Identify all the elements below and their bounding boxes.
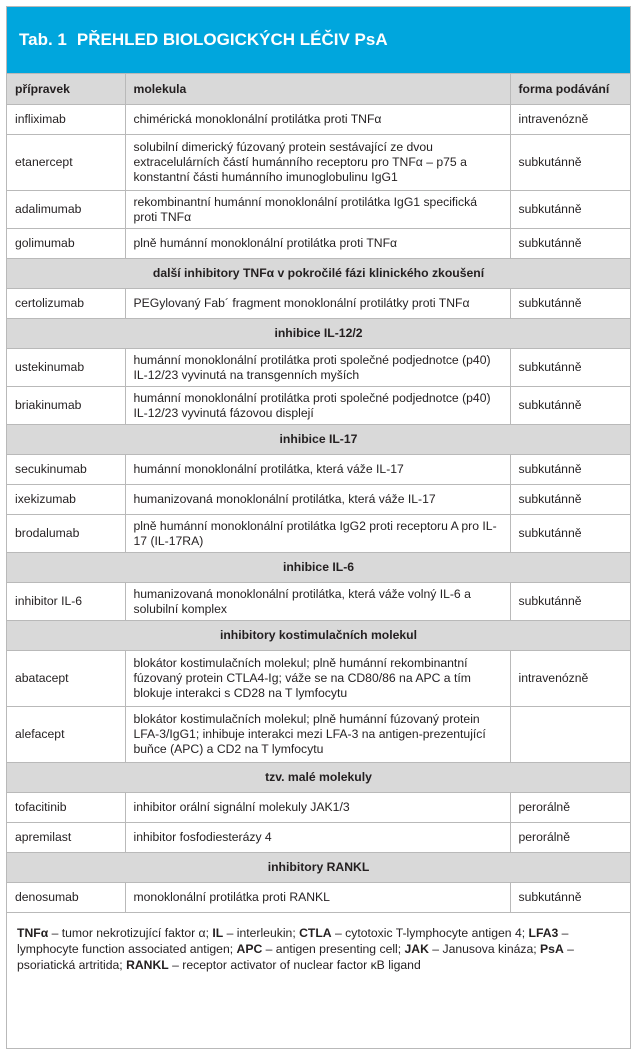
table-row bbox=[7, 349, 630, 387]
table-row bbox=[7, 289, 630, 319]
route-cell bbox=[510, 707, 630, 763]
table-title-bar bbox=[7, 7, 630, 73]
table-frame bbox=[6, 6, 631, 1049]
drug-name-cell: alefacept bbox=[7, 707, 125, 763]
table-row bbox=[7, 485, 630, 515]
abbreviation-definition: – psoriatická artritida; bbox=[17, 942, 574, 972]
section-title: inhibice IL-6 bbox=[7, 553, 630, 583]
molecule-cell: chimérická monoklonální protilátka proti TNFα bbox=[125, 105, 510, 135]
abbreviation-term: APC bbox=[236, 942, 263, 956]
section-row bbox=[7, 763, 630, 793]
route-cell: subkutánně bbox=[510, 289, 630, 319]
section-row bbox=[7, 621, 630, 651]
abbreviation-definition: – interleukin; bbox=[223, 926, 300, 940]
section-title: inhibice IL-12/2 bbox=[7, 319, 630, 349]
table-row bbox=[7, 229, 630, 259]
molecule-cell: humánní monoklonální protilátka proti společné podjednotce (p40) IL-12/23 vyvinutá na transgenních myších bbox=[125, 349, 510, 387]
drug-name-cell: adalimumab bbox=[7, 191, 125, 229]
route-cell: subkutánně bbox=[510, 883, 630, 913]
drug-name-cell: etanercept bbox=[7, 135, 125, 191]
table-row bbox=[7, 387, 630, 425]
table-row bbox=[7, 105, 630, 135]
section-title: další inhibitory TNFα v pokročilé fázi klinického zkoušení bbox=[7, 259, 630, 289]
abbreviation-definition: – receptor activator of nuclear factor κB ligand bbox=[168, 958, 421, 972]
abbreviation-definition: – lymphocyte function associated antigen; bbox=[17, 926, 569, 956]
abbreviation-term: JAK bbox=[404, 942, 429, 956]
section-title: inhibitory kostimulačních molekul bbox=[7, 621, 630, 651]
section-row bbox=[7, 319, 630, 349]
abbreviation-term: PsA bbox=[540, 942, 564, 956]
molecule-cell: blokátor kostimulačních molekul; plně humánní fúzovaný protein LFA-3/IgG1; inhibuje interakci mezi LFA-3 na antigen-prezentující buňce (APC) a CD2 na T lymfocytu bbox=[125, 707, 510, 763]
abbreviation-definition: – tumor nekrotizující faktor α; bbox=[48, 926, 213, 940]
route-cell: subkutánně bbox=[510, 387, 630, 425]
section-title: tzv. malé molekuly bbox=[7, 763, 630, 793]
table-row bbox=[7, 191, 630, 229]
biologics-table bbox=[7, 73, 630, 913]
table-row bbox=[7, 515, 630, 553]
drug-name-cell: secukinumab bbox=[7, 455, 125, 485]
abbreviation-term: LFA3 bbox=[528, 926, 559, 940]
molecule-cell: inhibitor orální signální molekuly JAK1/3 bbox=[125, 793, 510, 823]
drug-name-cell: infliximab bbox=[7, 105, 125, 135]
section-row bbox=[7, 259, 630, 289]
abbreviations-footnote bbox=[7, 913, 630, 973]
abbreviation-term: CTLA bbox=[299, 926, 332, 940]
section-row bbox=[7, 853, 630, 883]
molecule-cell: humánní monoklonální protilátka proti společné podjednotce (p40) IL-12/23 vyvinutá fázovou displejí bbox=[125, 387, 510, 425]
molecule-cell: plně humánní monoklonální protilátka IgG2 proti receptoru A pro IL-17 (IL-17RA) bbox=[125, 515, 510, 553]
molecule-cell: solubilní dimerický fúzovaný protein sestávající ze dvou extracelulárních částí humánního receptoru pro TNFα – p75 a konstantní části humánního imunoglobulinu IgG1 bbox=[125, 135, 510, 191]
route-cell: subkutánně bbox=[510, 229, 630, 259]
molecule-cell: blokátor kostimulačních molekul; plně humánní rekombinantní fúzovaný protein CTLA4-Ig; váže se na CD80/86 na APC a tím blokuje interakci s CD28 na T lymfocytu bbox=[125, 651, 510, 707]
table-row bbox=[7, 793, 630, 823]
route-cell: subkutánně bbox=[510, 583, 630, 621]
drug-name-cell: briakinumab bbox=[7, 387, 125, 425]
table-body bbox=[7, 105, 630, 913]
molecule-cell: PEGylovaný Fab´ fragment monoklonální protilátky proti TNFα bbox=[125, 289, 510, 319]
molecule-cell: humánní monoklonální protilátka, která váže IL-17 bbox=[125, 455, 510, 485]
table-row bbox=[7, 583, 630, 621]
section-row bbox=[7, 553, 630, 583]
molecule-cell: rekombinantní humánní monoklonální protilátka IgG1 specifická proti TNFα bbox=[125, 191, 510, 229]
route-cell: intravenózně bbox=[510, 105, 630, 135]
route-cell: intravenózně bbox=[510, 651, 630, 707]
table-row bbox=[7, 651, 630, 707]
drug-name-cell: golimumab bbox=[7, 229, 125, 259]
table-row bbox=[7, 135, 630, 191]
route-cell: subkutánně bbox=[510, 135, 630, 191]
route-cell: subkutánně bbox=[510, 191, 630, 229]
drug-name-cell: tofacitinib bbox=[7, 793, 125, 823]
route-cell: subkutánně bbox=[510, 515, 630, 553]
drug-name-cell: inhibitor IL-6 bbox=[7, 583, 125, 621]
route-cell: perorálně bbox=[510, 793, 630, 823]
abbreviation-definition: – Janusova kináza; bbox=[428, 942, 541, 956]
table-number: Tab. 1 bbox=[19, 30, 67, 49]
drug-name-cell: apremilast bbox=[7, 823, 125, 853]
table-title: PŘEHLED BIOLOGICKÝCH LÉČIV PsA bbox=[76, 30, 388, 49]
abbreviation-definition: – cytotoxic T-lymphocyte antigen 4; bbox=[331, 926, 529, 940]
column-header-row bbox=[7, 74, 630, 105]
column-header-preparation: přípravek bbox=[7, 74, 125, 105]
route-cell: subkutánně bbox=[510, 349, 630, 387]
section-row bbox=[7, 425, 630, 455]
abbreviation-definition: – antigen presenting cell; bbox=[262, 942, 405, 956]
section-title: inhibitory RANKL bbox=[7, 853, 630, 883]
drug-name-cell: certolizumab bbox=[7, 289, 125, 319]
drug-name-cell: abatacept bbox=[7, 651, 125, 707]
molecule-cell: humanizovaná monoklonální protilátka, která váže IL-17 bbox=[125, 485, 510, 515]
table-row bbox=[7, 823, 630, 853]
drug-name-cell: denosumab bbox=[7, 883, 125, 913]
molecule-cell: monoklonální protilátka proti RANKL bbox=[125, 883, 510, 913]
route-cell: subkutánně bbox=[510, 485, 630, 515]
drug-name-cell: ustekinumab bbox=[7, 349, 125, 387]
table-row bbox=[7, 707, 630, 763]
route-cell: subkutánně bbox=[510, 455, 630, 485]
drug-name-cell: brodalumab bbox=[7, 515, 125, 553]
section-title: inhibice IL-17 bbox=[7, 425, 630, 455]
abbreviation-term: TNFα bbox=[17, 926, 49, 940]
table-row bbox=[7, 455, 630, 485]
molecule-cell: plně humánní monoklonální protilátka proti TNFα bbox=[125, 229, 510, 259]
column-header-route: forma podávání bbox=[510, 74, 630, 105]
molecule-cell: humanizovaná monoklonální protilátka, která váže volný IL-6 a solubilní komplex bbox=[125, 583, 510, 621]
table-row bbox=[7, 883, 630, 913]
molecule-cell: inhibitor fosfodiesterázy 4 bbox=[125, 823, 510, 853]
abbreviation-term: RANKL bbox=[126, 958, 169, 972]
abbreviation-term: IL bbox=[212, 926, 224, 940]
drug-name-cell: ixekizumab bbox=[7, 485, 125, 515]
route-cell: perorálně bbox=[510, 823, 630, 853]
column-header-molecule: molekula bbox=[125, 74, 510, 105]
